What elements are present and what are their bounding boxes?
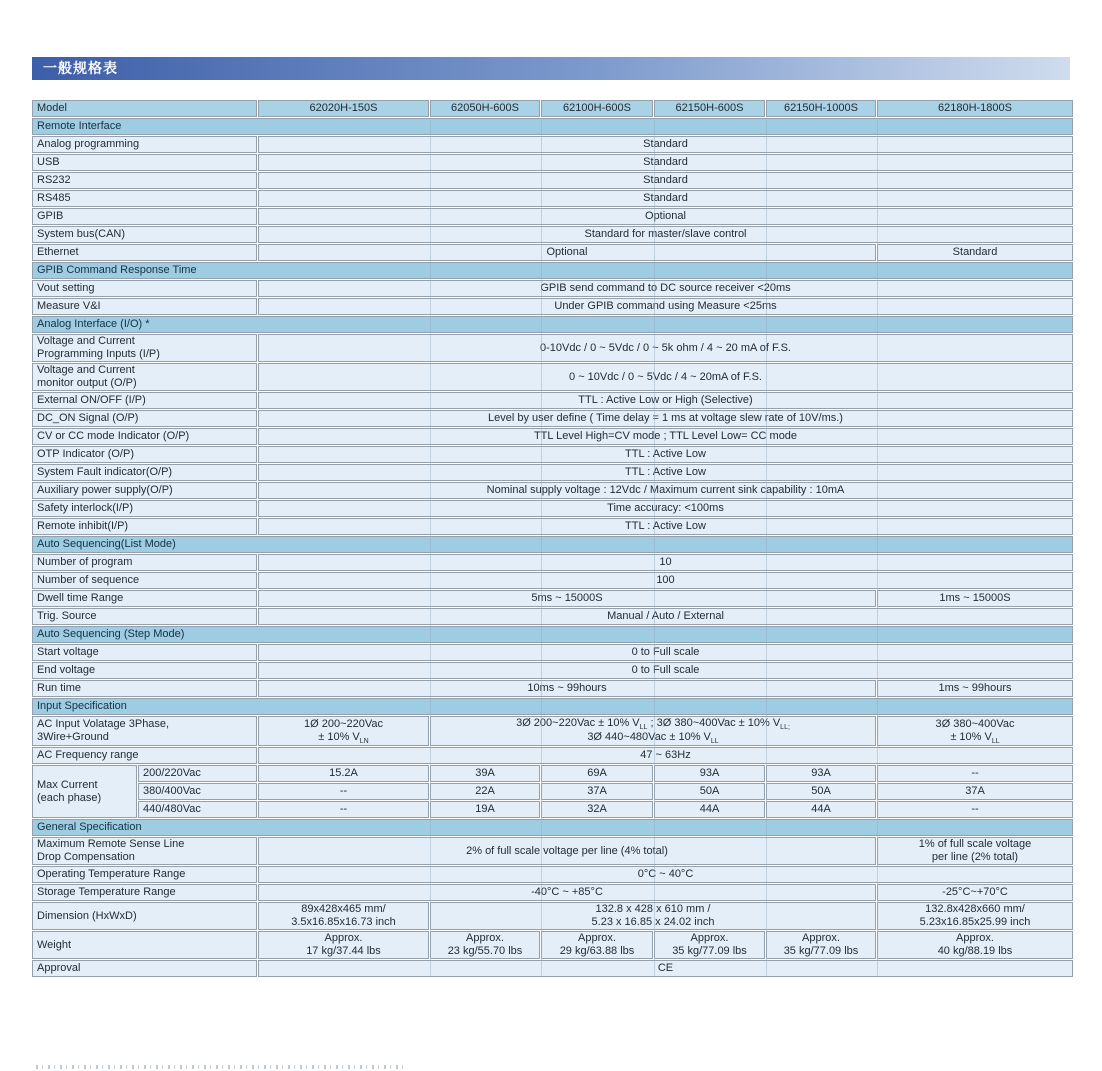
value-line: Approx.	[956, 932, 994, 945]
value-line: 35 kg/77.09 lbs	[783, 945, 859, 958]
row-ac-input-value-last	[877, 716, 1073, 746]
page-title: 一般规格表	[43, 60, 118, 76]
table-row	[32, 783, 1073, 800]
value-line: Approx.	[466, 932, 504, 945]
table-row	[32, 136, 1073, 153]
row-max-current-label	[32, 765, 137, 818]
row-dc-on-value: Level by user define ( Time delay = 1 ms at voltage slew rate of 10V/ms.)	[258, 410, 1073, 427]
value-line: 1Ø 200~220Vac	[304, 717, 383, 730]
label-line: Programming Inputs (I/P)	[37, 348, 160, 360]
spec-table-wrap	[31, 99, 1076, 978]
clipped-footnote-text	[36, 1065, 408, 1069]
row-run-time-value: 10ms ~ 99hours	[258, 680, 876, 697]
col-header-model-4: 62150H-600S	[654, 100, 765, 117]
value-line: 29 kg/63.88 lbs	[559, 945, 635, 958]
row-approval-value: CE	[258, 960, 1073, 977]
row-num-sequence-label: Number of sequence	[32, 572, 257, 589]
section-remote-interface: Remote Interface	[32, 118, 1073, 135]
row-start-voltage-value: 0 to Full scale	[258, 644, 1073, 661]
table-row	[32, 866, 1073, 883]
weight-cell	[258, 931, 429, 959]
table-row	[32, 698, 1073, 715]
row-end-voltage-label: End voltage	[32, 662, 257, 679]
weight-cell	[766, 931, 876, 959]
max-current-cell: 93A	[654, 765, 765, 782]
row-op-temp-label: Operating Temperature Range	[32, 866, 257, 883]
row-dwell-value: 5ms ~ 15000S	[258, 590, 876, 607]
row-safety-interlock-value: Time accuracy: <100ms	[258, 500, 1073, 517]
table-row	[32, 410, 1073, 427]
row-system-fault-label: System Fault indicator(O/P)	[32, 464, 257, 481]
table-row	[32, 172, 1073, 189]
max-current-cell: 50A	[654, 783, 765, 800]
label-line: (each phase)	[37, 791, 102, 804]
value-line: 3Ø 380~400Vac	[935, 717, 1015, 730]
row-usb-label: USB	[32, 154, 257, 171]
col-header-model-5: 62150H-1000S	[766, 100, 876, 117]
row-ethernet-value-last: Standard	[877, 244, 1073, 261]
label-line: 3Wire+Ground	[37, 731, 109, 744]
value-line: 35 kg/77.09 lbs	[672, 945, 747, 958]
max-current-cell: 32A	[541, 801, 653, 818]
row-remote-sense-label	[32, 837, 257, 865]
row-aux-power-label: Auxiliary power supply(O/P)	[32, 482, 257, 499]
max-current-cell: 37A	[541, 783, 653, 800]
max-current-cell: --	[258, 783, 429, 800]
value-line: 5.23x16.85x25.99 inch	[919, 916, 1031, 929]
max-current-cell: 93A	[766, 765, 876, 782]
table-row	[32, 608, 1073, 625]
table-row	[32, 500, 1073, 517]
table-row	[32, 208, 1073, 225]
table-row	[32, 590, 1073, 607]
max-current-cell: 39A	[430, 765, 540, 782]
max-current-cell: 19A	[430, 801, 540, 818]
row-rs485-label: RS485	[32, 190, 257, 207]
row-gpib-value: Optional	[258, 208, 1073, 225]
table-row	[32, 100, 1073, 117]
row-otp-label: OTP Indicator (O/P)	[32, 446, 257, 463]
subscript: LL	[639, 724, 648, 732]
table-row	[32, 716, 1073, 746]
table-row	[32, 747, 1073, 764]
value-line: 40 kg/88.19 lbs	[937, 945, 1013, 958]
table-row	[32, 536, 1073, 553]
row-analog-programming-value: Standard	[258, 136, 1073, 153]
table-row	[32, 801, 1073, 818]
row-cv-cc-label: CV or CC mode Indicator (O/P)	[32, 428, 257, 445]
row-prog-inputs-label	[32, 334, 257, 362]
row-remote-sense-value: 2% of full scale voltage per line (4% total)	[258, 837, 876, 865]
value-text: 3Ø 200~220Vac ± 10% V	[516, 717, 640, 729]
row-vout-setting-label: Vout setting	[32, 280, 257, 297]
table-row	[32, 392, 1073, 409]
table-row	[32, 244, 1073, 261]
row-remote-inhibit-label: Remote inhibit(I/P)	[32, 518, 257, 535]
row-ac-input-value-mid	[430, 716, 876, 746]
row-dwell-value-last: 1ms ~ 15000S	[877, 590, 1073, 607]
value-line	[435, 731, 871, 745]
row-aux-power-value: Nominal supply voltage : 12Vdc / Maximum current sink capability : 10mA	[258, 482, 1073, 499]
label-line: Max Current	[37, 778, 98, 791]
max-current-cell: 50A	[766, 783, 876, 800]
row-end-voltage-value: 0 to Full scale	[258, 662, 1073, 679]
row-op-temp-value: 0°C ~ 40°C	[258, 866, 1073, 883]
row-cv-cc-value: TTL Level High=CV mode ; TTL Level Low= CC mode	[258, 428, 1073, 445]
table-row	[32, 363, 1073, 391]
table-row	[32, 154, 1073, 171]
row-ac-input-value-1	[258, 716, 429, 746]
row-ethernet-value: Optional	[258, 244, 876, 261]
max-current-cell: 15.2A	[258, 765, 429, 782]
spec-table	[31, 99, 1074, 978]
col-header-model: Model	[32, 100, 257, 117]
table-row	[32, 298, 1073, 315]
weight-cell	[654, 931, 765, 959]
label-line: Maximum Remote Sense Line	[37, 838, 185, 851]
row-dimension-value-last	[877, 902, 1073, 930]
label-line: AC Input Volatage 3Phase,	[37, 718, 170, 731]
table-row	[32, 518, 1073, 535]
row-external-onoff-label: External ON/OFF (I/P)	[32, 392, 257, 409]
max-current-cell: 44A	[766, 801, 876, 818]
row-run-time-value-last: 1ms ~ 99hours	[877, 680, 1073, 697]
value-line: 132.8 x 428 x 610 mm /	[595, 903, 711, 916]
max-current-cell: 44A	[654, 801, 765, 818]
value-line: 17 kg/37.44 lbs	[306, 945, 381, 958]
max-current-cell: --	[877, 765, 1073, 782]
table-row	[32, 644, 1073, 661]
weight-cell	[541, 931, 653, 959]
section-auto-seq-step: Auto Sequencing (Step Mode)	[32, 626, 1073, 643]
table-row	[32, 680, 1073, 697]
value-line	[435, 717, 871, 731]
table-row	[32, 262, 1073, 279]
section-auto-seq-list: Auto Sequencing(List Mode)	[32, 536, 1073, 553]
section-title-bar	[32, 57, 1070, 80]
value-text: ± 10% V	[950, 730, 992, 743]
table-row	[32, 334, 1073, 362]
table-row	[32, 554, 1073, 571]
label-line: Drop Compensation	[37, 851, 135, 864]
weight-cell	[430, 931, 540, 959]
row-gpib-label: GPIB	[32, 208, 257, 225]
max-current-cell: 69A	[541, 765, 653, 782]
value-text: ± 10% V	[318, 730, 360, 743]
max-current-cell: --	[258, 801, 429, 818]
row-max-current-sub-1: 380/400Vac	[138, 783, 257, 800]
table-row	[32, 118, 1073, 135]
value-line	[263, 731, 424, 745]
section-general-spec: General Specification	[32, 819, 1073, 836]
table-row	[32, 765, 1073, 782]
table-row	[32, 884, 1073, 901]
value-line: 1% of full scale voltage	[918, 838, 1032, 851]
row-storage-temp-label: Storage Temperature Range	[32, 884, 257, 901]
row-monitor-output-value: 0 ~ 10Vdc / 0 ~ 5Vdc / 4 ~ 20mA of F.S.	[258, 363, 1073, 391]
row-system-fault-value: TTL : Active Low	[258, 464, 1073, 481]
row-prog-inputs-value: 0-10Vdc / 0 ~ 5Vdc / 0 ~ 5k ohm / 4 ~ 20 mA of F.S.	[258, 334, 1073, 362]
section-analog-interface: Analog Interface (I/O) *	[32, 316, 1073, 333]
table-row	[32, 482, 1073, 499]
row-system-bus-label: System bus(CAN)	[32, 226, 257, 243]
row-trig-label: Trig. Source	[32, 608, 257, 625]
value-line: Approx.	[324, 932, 363, 945]
value-line: 3.5x16.85x16.73 inch	[291, 916, 396, 929]
table-row	[32, 626, 1073, 643]
row-safety-interlock-label: Safety interlock(I/P)	[32, 500, 257, 517]
table-row	[32, 464, 1073, 481]
max-current-cell: 37A	[877, 783, 1073, 800]
row-approval-label: Approval	[32, 960, 257, 977]
col-header-model-3: 62100H-600S	[541, 100, 653, 117]
table-row	[32, 931, 1073, 959]
max-current-cell: --	[877, 801, 1073, 818]
value-line: 132.8x428x660 mm/	[925, 903, 1025, 916]
table-row	[32, 316, 1073, 333]
value-line: Approx.	[690, 932, 729, 945]
row-dimension-value-1	[258, 902, 429, 930]
row-dimension-label: Dimension (HxWxD)	[32, 902, 257, 930]
row-rs232-label: RS232	[32, 172, 257, 189]
table-row	[32, 446, 1073, 463]
table-row	[32, 226, 1073, 243]
value-line: Approx.	[578, 932, 616, 945]
row-max-current-sub-0: 200/220Vac	[138, 765, 257, 782]
value-line: 89x428x465 mm/	[301, 903, 386, 916]
row-remote-inhibit-value: TTL : Active Low	[258, 518, 1073, 535]
row-num-program-value: 10	[258, 554, 1073, 571]
section-gpib-response: GPIB Command Response Time	[32, 262, 1073, 279]
col-header-model-2: 62050H-600S	[430, 100, 540, 117]
row-storage-temp-value-last: -25°C~+70°C	[877, 884, 1073, 901]
row-weight-label: Weight	[32, 931, 257, 959]
row-analog-programming-label: Analog programming	[32, 136, 257, 153]
table-row	[32, 662, 1073, 679]
table-row	[32, 572, 1073, 589]
row-remote-sense-value-last	[877, 837, 1073, 865]
label-line: monitor output (O/P)	[37, 377, 137, 389]
row-trig-value: Manual / Auto / External	[258, 608, 1073, 625]
row-dimension-value-mid	[430, 902, 876, 930]
row-ac-freq-label: AC Frequency range	[32, 747, 257, 764]
table-row	[32, 902, 1073, 930]
table-row	[32, 428, 1073, 445]
subscript: LL	[710, 738, 719, 746]
max-current-cell: 22A	[430, 783, 540, 800]
row-otp-value: TTL : Active Low	[258, 446, 1073, 463]
row-ac-input-label	[32, 716, 257, 746]
col-header-model-6: 62180H-1800S	[877, 100, 1073, 117]
row-max-current-sub-2: 440/480Vac	[138, 801, 257, 818]
value-line: 5.23 x 16.85 x 24.02 inch	[591, 916, 715, 929]
table-row	[32, 837, 1073, 865]
value-line	[882, 731, 1068, 745]
table-row	[32, 960, 1073, 977]
label-line: Voltage and Current	[37, 335, 135, 347]
subscript: LN	[359, 737, 369, 745]
row-monitor-output-label	[32, 363, 257, 391]
row-start-voltage-label: Start voltage	[32, 644, 257, 661]
value-line: Approx.	[802, 932, 840, 945]
table-row	[32, 819, 1073, 836]
value-line: 23 kg/55.70 lbs	[447, 945, 523, 958]
row-dwell-label: Dwell time Range	[32, 590, 257, 607]
row-rs485-value: Standard	[258, 190, 1073, 207]
table-row	[32, 280, 1073, 297]
subscript: LL	[991, 737, 1000, 745]
row-usb-value: Standard	[258, 154, 1073, 171]
value-text: ; 3Ø 380~400Vac ± 10% V	[647, 717, 781, 729]
value-text: 3Ø 440~480Vac ± 10% V	[587, 731, 711, 744]
row-ethernet-label: Ethernet	[32, 244, 257, 261]
label-line: Voltage and Current	[37, 364, 135, 376]
row-storage-temp-value: -40°C ~ +85°C	[258, 884, 876, 901]
value-line: per line (2% total)	[931, 851, 1019, 864]
section-input-spec: Input Specification	[32, 698, 1073, 715]
row-system-bus-value: Standard for master/slave control	[258, 226, 1073, 243]
row-ac-freq-value: 47 ~ 63Hz	[258, 747, 1073, 764]
row-dc-on-label: DC_ON Signal (O/P)	[32, 410, 257, 427]
subscript: LL;	[780, 724, 790, 732]
table-row	[32, 190, 1073, 207]
row-measure-vi-label: Measure V&I	[32, 298, 257, 315]
row-rs232-value: Standard	[258, 172, 1073, 189]
row-num-program-label: Number of program	[32, 554, 257, 571]
weight-cell	[877, 931, 1073, 959]
col-header-model-1: 62020H-150S	[258, 100, 429, 117]
row-external-onoff-value: TTL : Active Low or High (Selective)	[258, 392, 1073, 409]
row-measure-vi-value: Under GPIB command using Measure <25ms	[258, 298, 1073, 315]
row-run-time-label: Run time	[32, 680, 257, 697]
row-vout-setting-value: GPIB send command to DC source receiver <20ms	[258, 280, 1073, 297]
row-num-sequence-value: 100	[258, 572, 1073, 589]
